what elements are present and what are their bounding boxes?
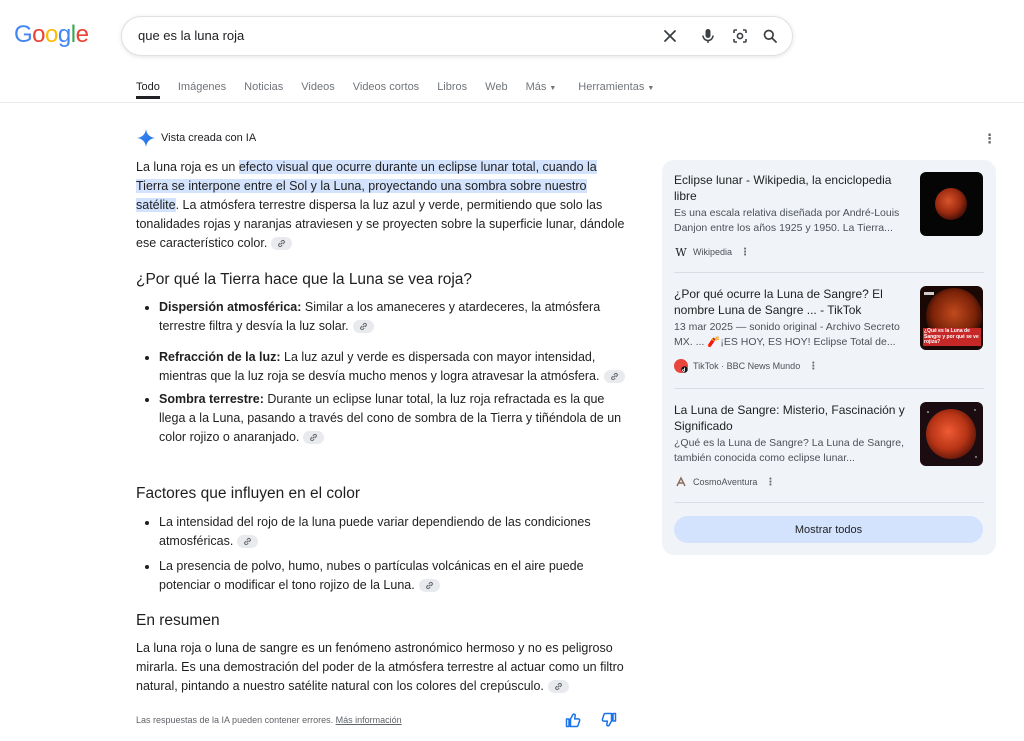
section-heading-factors: Factores que influyen en el color <box>136 485 361 502</box>
list-item <box>136 298 626 336</box>
camera-lens-icon[interactable] <box>730 26 750 46</box>
caret-down-icon: ▼ <box>647 85 655 92</box>
list-item <box>136 390 626 447</box>
logo-letter: G <box>14 21 33 48</box>
header-divider <box>0 102 1024 103</box>
search-icon[interactable] <box>760 26 780 46</box>
list-item-text: Similar a los amaneceres y atardeceres, la atmósfera terrestre filtra y desvía la luz solar. <box>159 300 601 333</box>
tab-noticias[interactable] <box>244 79 283 99</box>
tab-videos-cortos[interactable] <box>353 79 419 99</box>
tab-label: Videos <box>301 81 335 93</box>
source-snippet: Es una escala relativa diseñada por André-Louis Danjon entre los años 1925 y 1950. La Tierra... <box>674 207 900 234</box>
caret-down-icon: ▼ <box>549 85 557 92</box>
logo-letter: e <box>75 21 89 48</box>
source-link-icon[interactable] <box>271 237 292 250</box>
divider <box>674 502 984 503</box>
thumbnail-caption: ¿Qué es la Luna de Sangre y por qué se ve rojiza? <box>923 328 981 346</box>
intro-text: La luna roja es un <box>136 160 239 174</box>
source-link-icon[interactable] <box>548 680 569 693</box>
clear-icon[interactable] <box>660 26 680 46</box>
list-item-text: Durante un eclipse lunar total, la luz roja refractada es la que llega a la Luna, pasando a través del cono de sombra de la Tierra y tiñéndola de un color rojizo o anaranjado. <box>159 392 622 444</box>
list-item <box>136 513 626 551</box>
more-options-icon[interactable]: ⋮ <box>983 131 996 146</box>
summary-text: La luna roja o luna de sangre es un fenómeno astronómico hermoso y no es peligroso mirarla. Es una demostración del poder de la atmósfera terrestre al actuar como un filtro natural, pintando a nuestro satélite natural con los colores del crepúsculo. <box>136 641 624 693</box>
logo-letter: o <box>32 21 46 48</box>
search-input[interactable] <box>138 17 638 55</box>
source-options-icon[interactable]: ⋮ <box>765 476 776 488</box>
source-meta <box>674 475 775 489</box>
blood-moon-thumbnail[interactable] <box>920 172 983 236</box>
logo-letter: l <box>70 21 76 48</box>
source-site: TikTok · BBC News Mundo <box>693 361 801 371</box>
factors-list <box>136 513 626 595</box>
microphone-icon[interactable] <box>698 26 718 46</box>
source-snippet: 13 mar 2025 — sonido original - Archivo Secreto MX. ... 🧨¡ES HOY, ES HOY! Eclipse Total de... <box>674 321 900 348</box>
disclaimer-text: Las respuestas de la IA pueden contener errores. <box>136 715 334 725</box>
source-meta <box>674 359 818 373</box>
source-snippet: ¿Qué es la Luna de Sangre? La Luna de Sangre, también conocida como eclipse lunar... <box>674 437 905 464</box>
wikipedia-icon: W <box>675 245 687 259</box>
source-card-wikipedia[interactable] <box>674 172 984 280</box>
ai-sparkle-icon <box>137 129 155 147</box>
google-logo[interactable] <box>14 21 88 49</box>
tab-herramientas[interactable] <box>578 79 654 99</box>
summary-paragraph <box>136 639 626 696</box>
source-title[interactable]: ¿Por qué ocurre la Luna de Sangre? El nombre Luna de Sangre ... - TikTok <box>674 287 883 317</box>
divider <box>674 388 984 389</box>
source-link-icon[interactable] <box>237 535 258 548</box>
logo-letter: g <box>57 21 71 48</box>
source-link-icon[interactable] <box>419 579 440 592</box>
search-box <box>121 16 793 56</box>
tab-label: Imágenes <box>177 81 227 93</box>
tab-label: Más <box>525 81 547 93</box>
source-site: CosmoAventura <box>693 477 758 487</box>
blood-moon-thumbnail[interactable] <box>920 402 983 466</box>
list-item <box>136 557 626 595</box>
list-item-text: La luz azul y verde es dispersada con mayor intensidad, mientras que la luz roja se desvía mucho menos y logra atravesar la atmósfera. <box>159 350 600 383</box>
tab-imagenes[interactable] <box>178 79 226 99</box>
intro-highlight: efecto visual que ocurre durante un eclipse lunar total, cuando la Tierra se interpone entre el Sol y la Luna, proyectando una sombra sobre nuestro satélite <box>136 160 597 212</box>
source-site: Wikipedia <box>693 247 733 257</box>
show-all-button[interactable]: Mostrar todos <box>674 516 983 543</box>
source-options-icon[interactable]: ⋮ <box>740 246 751 258</box>
tiktok-video-thumbnail[interactable] <box>920 286 983 350</box>
source-title[interactable]: Eclipse lunar - Wikipedia, la enciclopedia libre <box>674 173 892 203</box>
tab-label: Todo <box>136 81 160 93</box>
list-item <box>136 348 626 386</box>
source-card-tiktok[interactable] <box>674 286 984 394</box>
section-heading-summary: En resumen <box>136 612 220 629</box>
ai-overview-header <box>137 129 256 147</box>
intro-text-rest: . La atmósfera terrestre dispersa la luz azul y verde, permitiendo que solo las tonalidades rojas y naranjas atraviesen y se proyecten sobre la superficie lunar, dándole ese característico color. <box>136 198 625 250</box>
source-link-icon[interactable] <box>604 370 625 383</box>
thumbs-down-icon[interactable] <box>601 712 617 728</box>
tab-label: Videos cortos <box>352 81 420 93</box>
tab-libros[interactable] <box>437 79 467 99</box>
list-item-term: Refracción de la luz: <box>159 350 281 364</box>
source-meta <box>674 245 750 259</box>
source-link-icon[interactable] <box>353 320 374 333</box>
tab-todo[interactable] <box>136 79 160 99</box>
thumbs-up-icon[interactable] <box>565 712 581 728</box>
tab-web[interactable] <box>485 79 507 99</box>
divider <box>674 272 984 273</box>
tab-label: Web <box>485 81 508 93</box>
ai-intro-paragraph <box>136 158 626 253</box>
ai-overview-title: Vista creada con IA <box>161 132 257 144</box>
search-tabs <box>136 79 672 99</box>
cosmoaventura-icon <box>674 475 688 489</box>
tiktok-icon <box>674 359 688 373</box>
list-item-term: Dispersión atmosférica: <box>159 300 302 314</box>
source-title[interactable]: La Luna de Sangre: Misterio, Fascinación y Significado <box>674 403 905 433</box>
tab-mas[interactable] <box>526 79 557 99</box>
source-link-icon[interactable] <box>303 431 324 444</box>
source-card-cosmoaventura[interactable] <box>674 402 984 510</box>
list-item-text: La presencia de polvo, humo, nubes o partículas volcánicas en el aire puede potenciar o modificar el tono rojizo de la Luna. <box>159 559 584 592</box>
section-heading-why: ¿Por qué la Tierra hace que la Luna se vea roja? <box>136 271 473 288</box>
tab-label: Noticias <box>244 81 284 93</box>
tab-label: Libros <box>437 81 468 93</box>
tab-videos[interactable] <box>301 79 334 99</box>
sources-panel <box>662 160 996 555</box>
source-options-icon[interactable]: ⋮ <box>808 360 819 372</box>
ai-disclaimer <box>136 715 402 725</box>
more-info-link[interactable]: Más información <box>335 715 402 725</box>
list-item-term: Sombra terrestre: <box>159 392 264 406</box>
tab-label: Herramientas <box>578 81 645 93</box>
list-item-text: La intensidad del rojo de la luna puede variar dependiendo de las condiciones atmosféricas. <box>159 515 591 548</box>
logo-letter: o <box>45 21 58 48</box>
why-list <box>136 298 626 447</box>
